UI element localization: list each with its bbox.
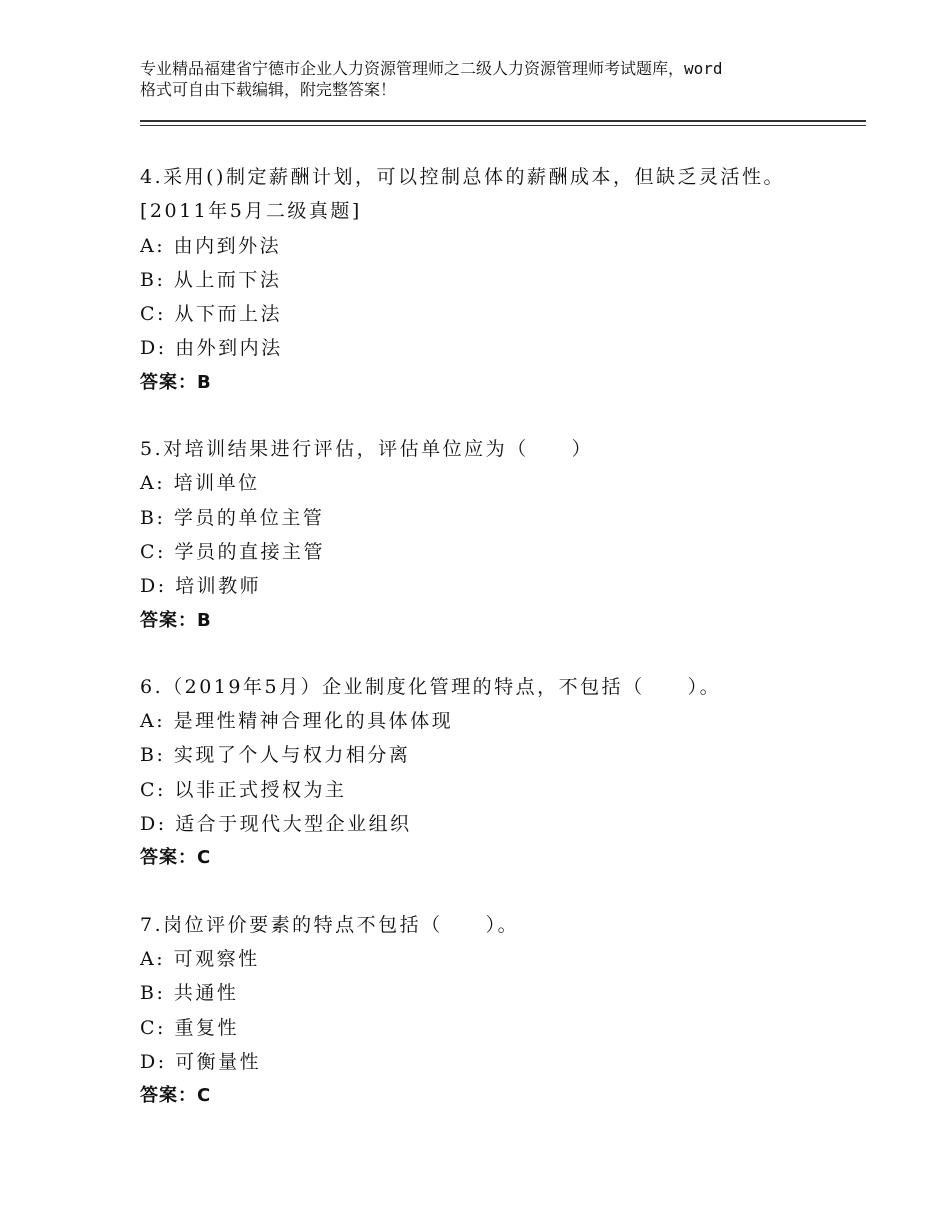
question-stem: 5.对培训结果进行评估，评估单位应为（ ） (140, 438, 594, 461)
option-b: B: 从上而下法 (140, 268, 282, 291)
answer: 答案：B (140, 609, 212, 631)
option-d: D: 由外到内法 (140, 337, 283, 360)
question-7 (140, 908, 866, 1114)
header-divider-thin (140, 125, 866, 126)
option-d: D: 可衡量性 (140, 1050, 262, 1073)
question-stem: 4.采用()制定薪酬计划，可以控制总体的薪酬成本，但缺乏灵活性。 (140, 166, 785, 188)
question-6 (140, 670, 866, 876)
question-4 (140, 160, 866, 400)
option-b: B: 实现了个人与权力相分离 (140, 744, 411, 767)
answer: 答案：B (140, 371, 212, 393)
answer: 答案：C (140, 1085, 212, 1107)
option-d: D: 适合于现代大型企业组织 (140, 813, 412, 836)
option-a: A: 可观察性 (140, 947, 260, 970)
header-line-1: 专业精品福建省宁德市企业人力资源管理师之二级人力资源管理师考试题库，word (140, 59, 723, 78)
header-line-2: 格式可自由下载编辑，附完整答案！ (140, 80, 397, 99)
question-list (140, 160, 866, 1145)
question-stem: 7.岗位评价要素的特点不包括（ ）。 (140, 913, 520, 936)
document-header (140, 58, 830, 100)
question-5 (140, 432, 866, 638)
option-b: B: 学员的单位主管 (140, 506, 325, 529)
question-stem: 6.（2019年5月）企业制度化管理的特点，不包括（ ）。 (140, 675, 722, 698)
option-c: C: 重复性 (140, 1016, 239, 1039)
option-b: B: 共通性 (140, 982, 239, 1005)
option-d: D: 培训教师 (140, 575, 262, 598)
header-divider (140, 120, 866, 122)
question-source: [2011年5月二级真题] (140, 200, 362, 223)
option-c: C: 从下而上法 (140, 303, 282, 326)
option-a: A: 是理性精神合理化的具体体现 (140, 710, 454, 733)
option-c: C: 学员的直接主管 (140, 540, 325, 563)
option-c: C: 以非正式授权为主 (140, 778, 347, 801)
option-a: A: 由内到外法 (140, 234, 282, 257)
option-a: A: 培训单位 (140, 472, 260, 495)
answer: 答案：C (140, 847, 212, 869)
